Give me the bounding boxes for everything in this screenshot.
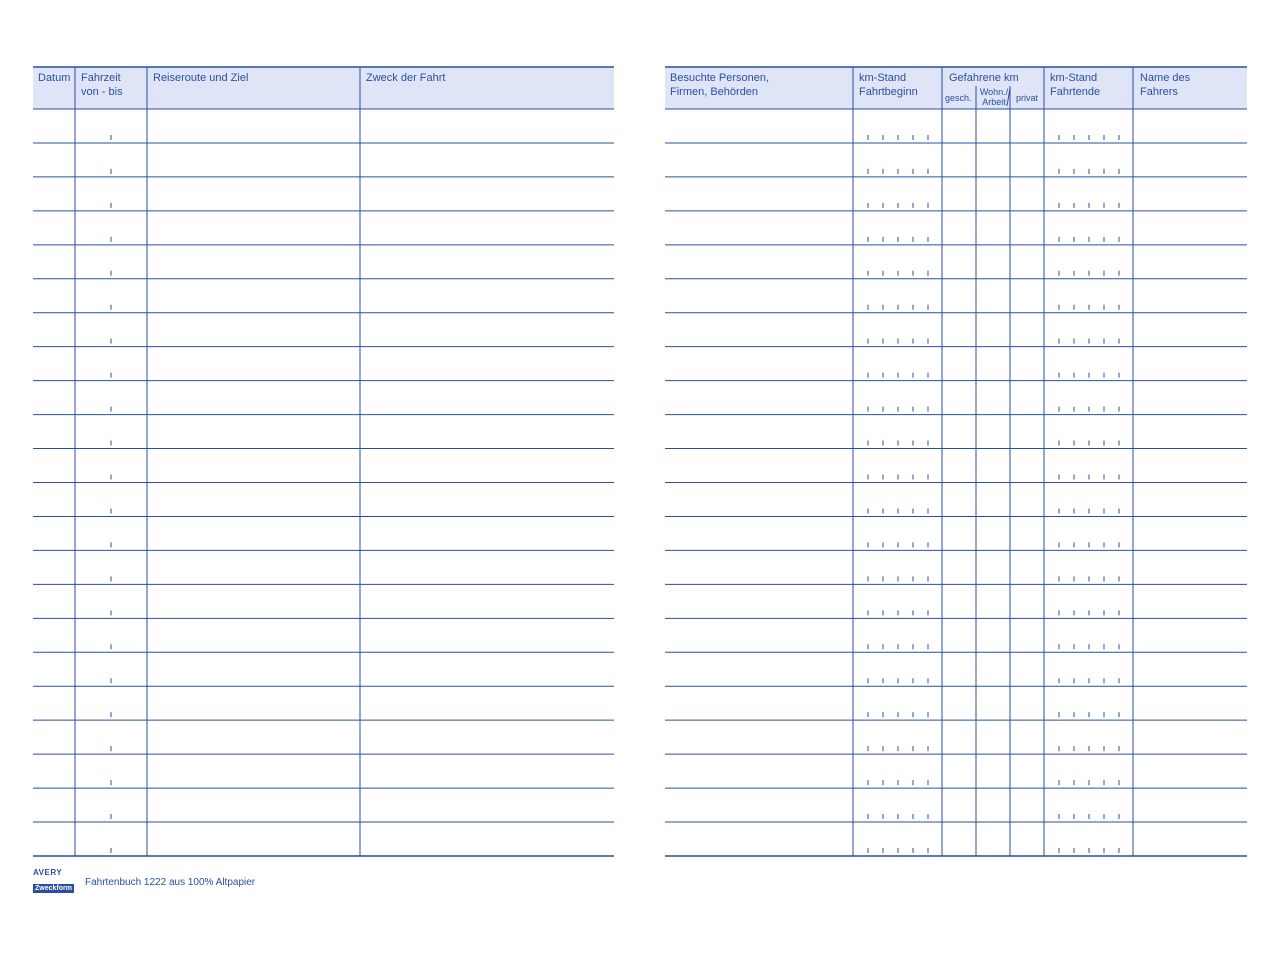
header-datum: Datum — [38, 72, 71, 84]
footer-product-text: Fahrtenbuch 1222 aus 100% Altpapier — [85, 877, 256, 888]
avery-zweckform-logo — [33, 868, 75, 894]
header-wohn-arbeit: Wohn./ Arbeit — [979, 87, 1009, 107]
header-zweck: Zweck der Fahrt — [366, 72, 446, 84]
header-km-stand-beginn: km-Stand Fahrtbeginn — [859, 72, 918, 98]
header-fahrzeit: Fahrzeit von - bis — [81, 72, 123, 98]
logo-zweckform-text: Zweckform — [35, 885, 72, 892]
header-gesch: gesch. — [945, 93, 972, 103]
header-gefahrene-km: Gefahrene km — [949, 72, 1019, 84]
header-name-des-fahrers: Name des Fahrers — [1140, 72, 1191, 98]
header-besuchte-personen: Besuchte Personen, Firmen, Behörden — [670, 72, 770, 98]
header-km-stand-ende: km-Stand Fahrtende — [1050, 72, 1101, 98]
header-reiseroute: Reiseroute und Ziel — [153, 72, 249, 84]
header-privat: privat — [1016, 93, 1039, 103]
logo-avery-text: AVERY — [33, 868, 63, 877]
